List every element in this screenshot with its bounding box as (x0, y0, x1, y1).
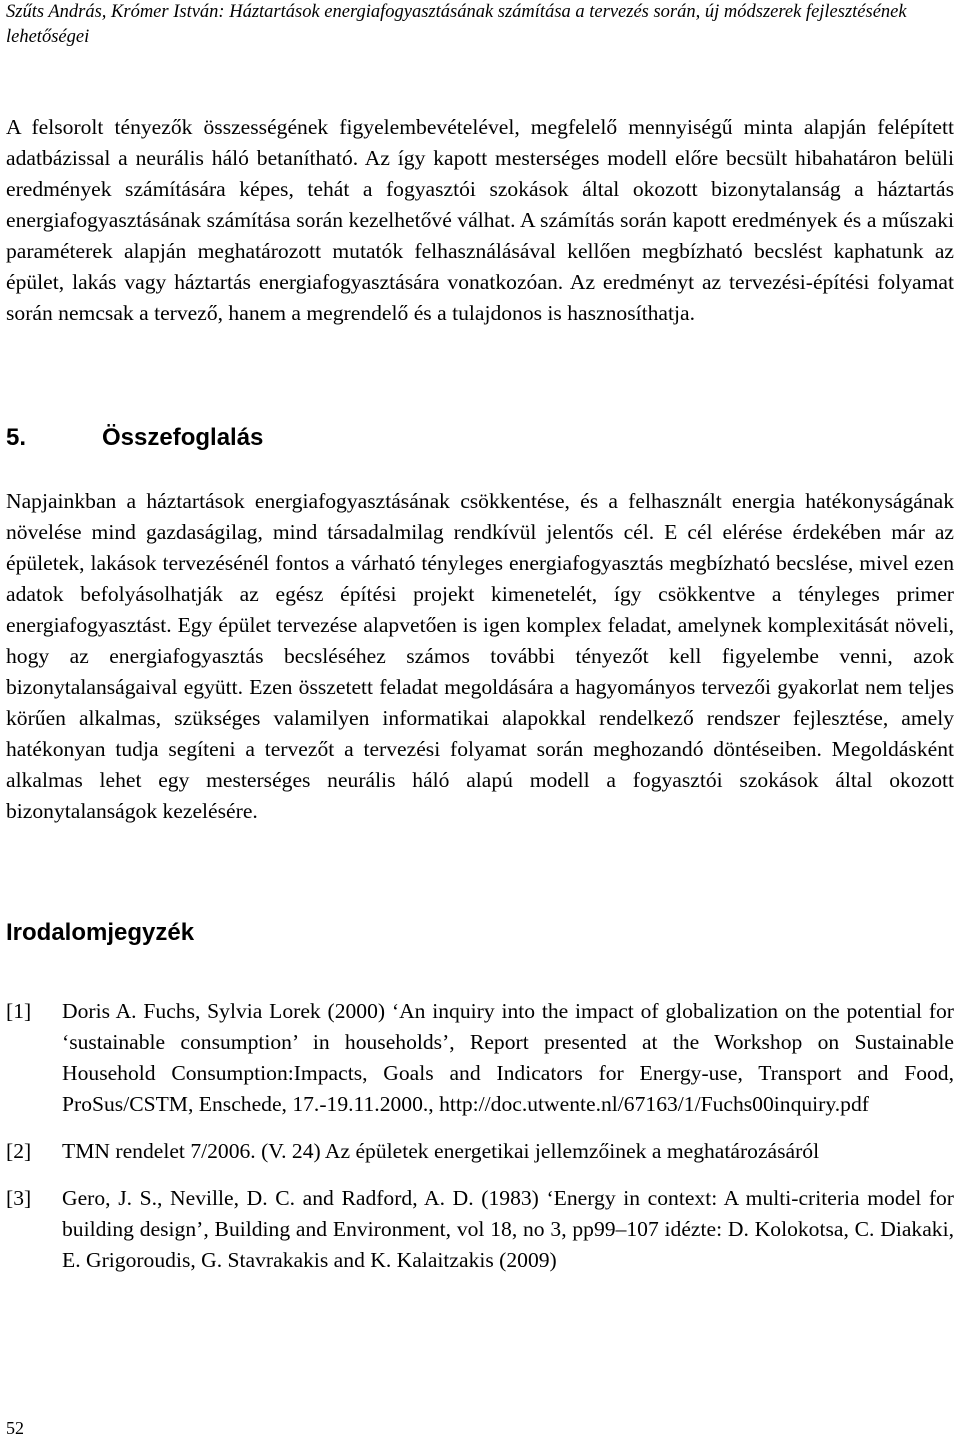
reference-item (6, 1136, 954, 1167)
references-list (6, 996, 954, 1276)
reference-label: [1] (6, 999, 32, 1023)
body-paragraph-1: A felsorolt tényezők összességének figyelembevételével, megfelelő mennyiségű minta alapján felépített adatbázissal a neurális háló betanítható. Az így kapott mesterséges modell előre becsült hibahatáron belüli eredmények számítására képes, tehát a fogyasztói szokások által okozott bizonytalanság a háztartás energiafogyasztásának számítása során kezelhetővé válhat. A számítás során kapott eredmények és a műszaki paraméterek alapján meghatározott mutatók felhasználásával kellően megbízható becslést kaphatunk az épület, lakás vagy háztartás energiafogyasztására vonatkozóan. Az eredményt az tervezési-építési folyamat során nemcsak a tervező, hanem a megrendelő és a tulajdonos is hasznosíthatja. (6, 115, 954, 325)
section-number: 5. (6, 424, 27, 451)
reference-item (6, 996, 954, 1120)
section-heading (6, 420, 263, 456)
reference-item (6, 1183, 954, 1276)
page-number: 52 (6, 1418, 24, 1438)
reference-text: Gero, J. S., Neville, D. C. and Radford, A. D. (1983) ‘Energy in context: A multi-criteria model for building design’, Building and Environment, vol 18, no 3, pp99–107 idézte: D. Kolokotsa, C. Diakaki, E. Grigoroudis, G. Stavrakakis and K. Kalaitzakis (2009) (62, 1186, 954, 1272)
reference-label: [2] (6, 1139, 32, 1163)
references-heading: Irodalomjegyzék (6, 919, 195, 946)
reference-label: [3] (6, 1186, 32, 1210)
running-header (6, 0, 946, 50)
body-paragraph-2: Napjainkban a háztartások energiafogyasztásának csökkentése, és a felhasznált energia hatékonyságának növelése mind gazdaságilag, mind társadalmilag rendkívül jelentős cél. E cél elérése érdekében már az épületek, lakások tervezésénél fontos a várható tényleges energiafogyasztás megbízható becslése, mivel ezen adatok befolyásolhatják az egész építési projekt kimenetelét, így csökkentve a tényleges primer energiafogyasztást. Egy épület tervezése alapvetően is igen komplex feladat, amelynek komplexitását növeli, hogy az energiafogyasztás becsléséhez számos további tényezőt kell figyelembe venni, azok bizonytalanságaival együtt. Ezen összetett feladat megoldására a hagyományos tervezői gyakorlat nem teljes körűen alkalmas, szükséges valamilyen informatikai alapokkal rendelkező rendszer fejlesztése, amely hatékonyan tudja segíteni a tervezőt a tervezési folyamat során meghozandó döntéseiben. Megoldásként alkalmas lehet egy mesterséges neurális háló alapú modell a fogyasztói szokások által okozott bizonytalanságok kezelésére. (6, 489, 954, 823)
running-header-text: Szűts András, Krómer István: Háztartások energiafogyasztásának számítása a tervezés során, új módszerek fejlesztésének lehetőségei (6, 2, 907, 47)
reference-text: TMN rendelet 7/2006. (V. 24) Az épületek energetikai jellemzőinek a meghatározásáról (62, 1139, 820, 1163)
reference-text: Doris A. Fuchs, Sylvia Lorek (2000) ‘An inquiry into the impact of globalization on the potential for ‘sustainable consumption’ in households’, Report presented at the Workshop on Sustainable Household Consumption:Impacts, Goals and Indicators for Energy-use, Transport and Food, ProSus/CSTM, Enschede, 17.-19.11.2000., http://doc.utwente.nl/67163/1/Fuchs00inquiry.pdf (62, 999, 954, 1116)
section-title-text: Összefoglalás (102, 424, 264, 451)
